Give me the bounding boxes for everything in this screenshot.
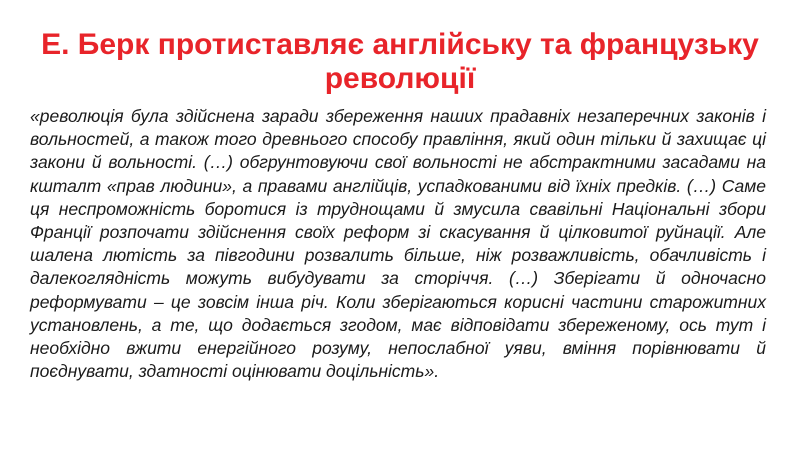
slide-title: Е. Берк протиставляє англійську та французьку революції xyxy=(41,28,759,95)
quote-text: «революція була здійснена заради збереження наших прадавніх незаперечних законів і вольностей, а також того древнього способу правління, який один тільки й захищає ці закони й вольності. (…) обгрунтовуючи свої вольності не абстрактними засадами на кшталт «прав людини», а правами англійців, успадкованими від їхніх предків. (…) Саме ця неспроможність боротися із труднощами й змусила свавільні Національні збори Франції розпочати здійснення своїх реформ зі скасування й цілковитої руйнації. Але шалена лютість за півгодини розвалить більше, ніж розважливість, обачливість і далекоглядність можуть вибудувати за сторіччя. (…) Зберігати й одночасно реформувати – це зовсім інша річ. Коли зберігаються корисні частини старожитних установлень, а те, що додається згодом, має відповідати збереженому, ось тут і необхідно вжити енергійного розуму, непослабної уяви, вміння порівнювати й поєднувати, здатності оцінювати доцільність». xyxy=(30,106,766,382)
